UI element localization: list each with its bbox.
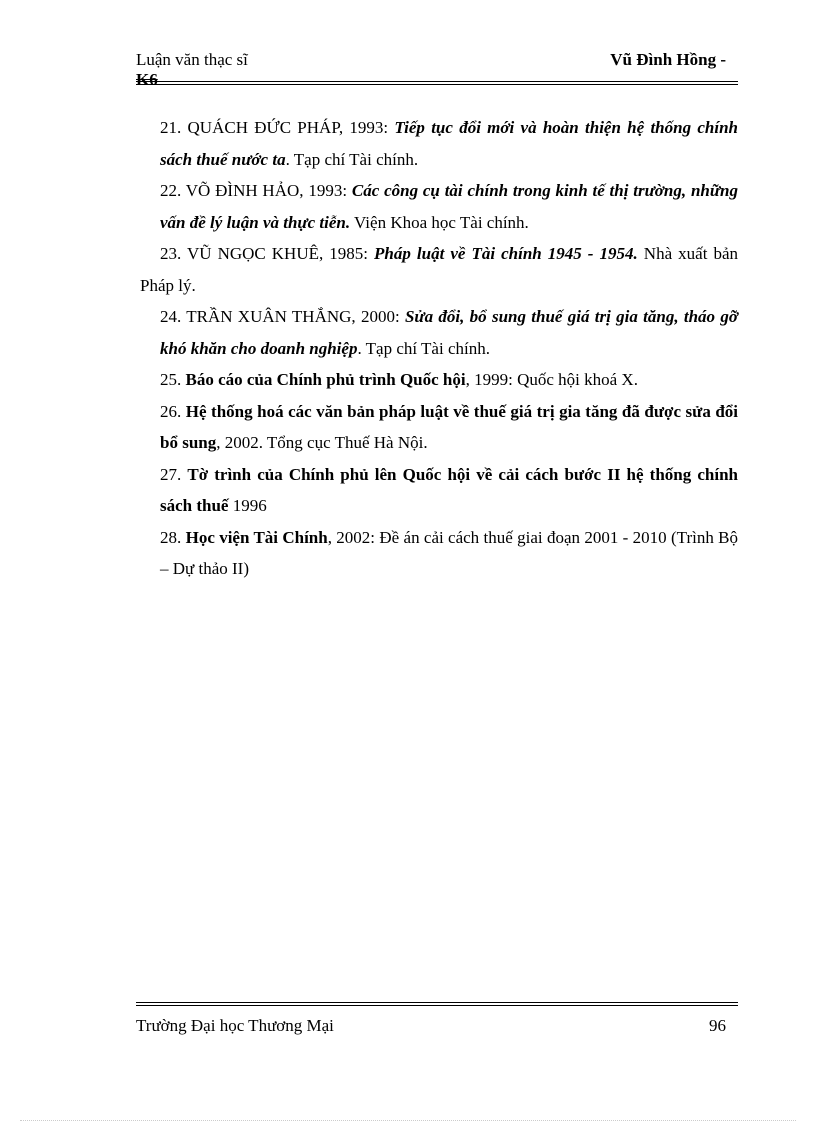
reference-title: Tiếp tục đổi mới và hoàn thiện hệ thống chính sách thuế nước ta (160, 118, 738, 169)
reference-lead: 25. (160, 370, 186, 389)
reference-source: . Tạp chí Tài chính. (357, 338, 490, 358)
reference-lead: 27. (160, 464, 188, 484)
reference-title: Hệ thống hoá các văn bản pháp luật về thuế giá trị gia tăng đã được sửa đổi bổ sung (160, 401, 739, 452)
reference-lead: 28. (160, 527, 186, 547)
reference-list (140, 112, 738, 585)
reference-source: . Tạp chí Tài chính. (285, 149, 419, 169)
reference-title: Báo cáo của Chính phủ trình Quốc hội (185, 370, 466, 389)
footer-university: Trường Đại học Thương Mại (136, 1016, 334, 1035)
reference-item (140, 301, 738, 364)
reference-lead: 21. QUÁCH ĐỨC PHÁP, 1993: (160, 118, 395, 137)
page-edge-divider (20, 1120, 796, 1121)
reference-item (140, 364, 738, 396)
reference-item (140, 238, 738, 301)
header-cohort: K6 (136, 70, 158, 89)
reference-item (140, 175, 738, 238)
reference-lead: 22. VÕ ĐÌNH HẢO, 1993: (160, 181, 352, 200)
header-author: Vũ Đình Hồng - (610, 50, 726, 69)
reference-lead: 23. VŨ NGỌC KHUÊ, 1985: (160, 244, 375, 263)
reference-item (140, 459, 738, 522)
reference-item (140, 112, 738, 175)
reference-source: , 1999: Quốc hội khoá X. (465, 370, 638, 389)
reference-title: Tờ trình của Chính phủ lên Quốc hội về cải cách bước II hệ thống chính sách thuế (160, 464, 738, 515)
reference-source: , 2002: Đề án cải cách thuế giai đoạn 2001 - 2010 (Trình Bộ – Dự thảo II) (160, 527, 738, 578)
reference-title: Sửa đổi, bổ sung thuế giá trị gia tăng, tháo gỡ khó khăn cho doanh nghiệp (160, 307, 738, 358)
reference-source: Viện Khoa học Tài chính. (350, 212, 529, 232)
reference-title: Các công cụ tài chính trong kinh tế thị trường, những vấn đề lý luận và thực tiễn. (160, 181, 738, 232)
header-rule (136, 81, 738, 85)
reference-title: Học viện Tài Chính (185, 527, 328, 547)
reference-source: Nhà xuất bản Pháp lý. (140, 244, 739, 295)
reference-item (140, 396, 738, 459)
reference-source: , 2002. Tổng cục Thuế Hà Nội. (216, 433, 428, 452)
reference-lead: 24. TRẦN XUÂN THẮNG, 2000: (160, 307, 405, 326)
reference-lead: 26. (160, 401, 186, 421)
footer-rule (136, 1002, 738, 1006)
page-number: 96 (709, 1016, 726, 1035)
header-thesis-text: Luận văn thạc sĩ (136, 50, 248, 69)
reference-item (140, 522, 738, 585)
reference-title: Pháp luật về Tài chính 1945 - 1954. (374, 244, 638, 263)
reference-source: 1996 (228, 496, 267, 515)
